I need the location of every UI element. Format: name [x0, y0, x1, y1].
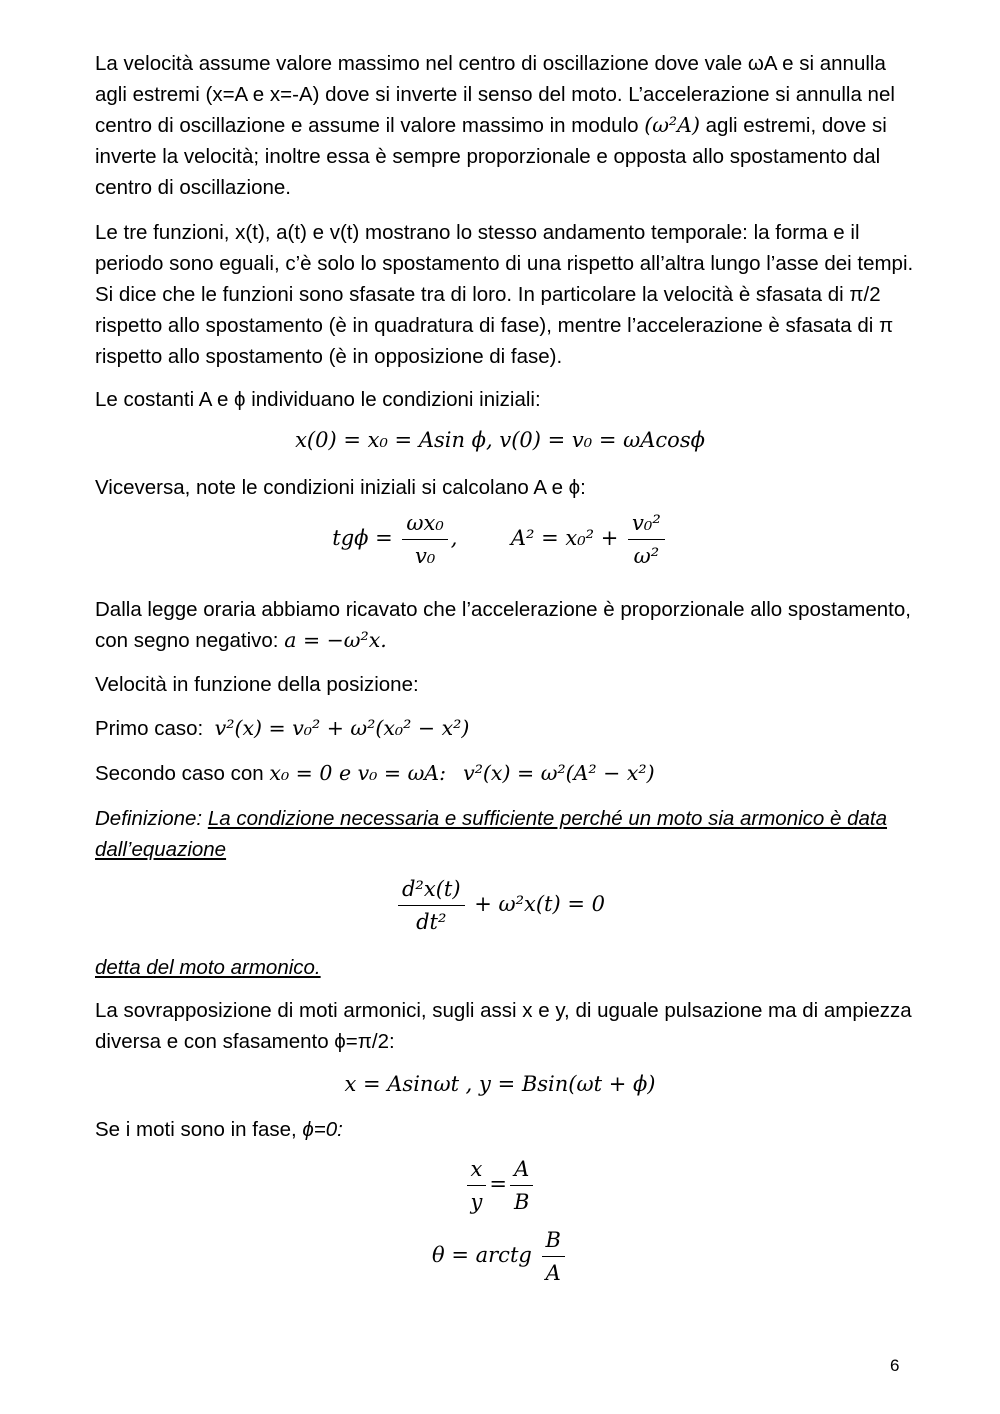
equation-lhs: tgϕ = [332, 526, 393, 550]
fraction-numerator: ωx₀ [402, 510, 447, 540]
paragraph-first-case [95, 713, 915, 744]
case-label: Primo caso: [95, 717, 204, 740]
paragraph-text: Se i moti sono in fase, [95, 1118, 297, 1141]
equation-rhs: + ω²x(t) = 0 [474, 892, 605, 916]
fraction [467, 1156, 487, 1215]
equation-initial-conditions: x(0) = x₀ = Asin ϕ, v(0) = v₀ = ωAcosϕ [295, 428, 705, 452]
definition-label: Definizione: [95, 807, 203, 830]
equation-angle [0, 1227, 1000, 1286]
paragraph-second-case [95, 758, 915, 789]
definition-text: La condizione necessaria e sufficiente perché un moto sia armonico è data dall’equazione [95, 807, 888, 861]
fraction [402, 510, 447, 569]
equals-sign: = [489, 1172, 508, 1196]
paragraph-velocity-acceleration [95, 48, 915, 203]
paragraph-text: Dalla legge oraria abbiamo ricavato che l’accelerazione è proporzionale allo spostamento, con segno negativo: [95, 598, 911, 652]
page-number: 6 [890, 1356, 900, 1375]
paragraph-text: La velocità assume valore massimo nel centro di oscillazione dove vale ωA e si annulla agli estremi (x=A e x=-A) dove si inverte il senso del moto. L’accelerazione si annulla nel centro di oscillazione e assume il valore massimo in modulo [95, 52, 895, 137]
equation-separator: , [450, 526, 458, 550]
fraction-denominator: B [514, 1190, 530, 1214]
fraction-numerator: A [510, 1156, 533, 1186]
paragraph-in-phase [95, 1114, 915, 1145]
equation-lhs: θ = arctg [432, 1243, 532, 1267]
fraction-numerator: d²x(t) [398, 876, 465, 906]
equation-ratio [0, 1156, 1000, 1215]
equation-rhs: A² = x₀² + [510, 526, 619, 550]
equation-phase-amplitude [0, 510, 1000, 569]
paragraph-constants: Le costanti A e ϕ individuano le condizioni iniziali: [95, 388, 541, 411]
inline-math: a = −ω²x. [284, 628, 387, 652]
fraction [628, 510, 665, 569]
inline-math: ϕ=0: [302, 1118, 343, 1141]
inline-math: (ω²A) [644, 113, 700, 137]
fraction-denominator: ω² [633, 544, 660, 568]
fraction-denominator: y [470, 1190, 483, 1214]
definition-text: detta del moto armonico. [95, 956, 321, 979]
paragraph-text: agli estremi, dove si inverte la velocità; inoltre essa è sempre proporzionale e opposta allo spostamento dal centro di oscillazione. [95, 114, 887, 199]
paragraph-velocity-position: Velocità in funzione della posizione: [95, 673, 419, 696]
paragraph-viceversa: Viceversa, note le condizioni iniziali si calcolano A e ϕ: [95, 476, 586, 499]
fraction [398, 876, 465, 935]
fraction-numerator: B [542, 1227, 565, 1257]
fraction-denominator: dt² [416, 910, 447, 934]
paragraph-definition-tail [95, 952, 915, 983]
fraction-denominator: A [545, 1261, 561, 1285]
inline-math: v²(x) = v₀² + ω²(x₀² − x²) [214, 716, 470, 740]
paragraph-superposition: La sovrapposizione di moti armonici, sugli assi x e y, di uguale pulsazione ma di ampiezza diversa e con sfasamento ϕ=π/2: [95, 999, 912, 1053]
fraction [510, 1156, 533, 1215]
paragraph-phase-shift: Le tre funzioni, x(t), a(t) e v(t) mostrano lo stesso andamento temporale: la forma e il periodo sono eguali, c’è solo lo spostamento di una rispetto all’altra lungo l’asse dei tempi. Si dice che le funzioni sono sfasate tra di loro. In particolare la velocità è sfasata di π/2 rispetto allo spostamento (è in quadratura di fase), mentre l’accelerazione è sfasata di π rispetto allo spostamento (è in opposizione di fase). [95, 221, 914, 368]
fraction [542, 1227, 565, 1286]
fraction-numerator: v₀² [628, 510, 665, 540]
case-label: Secondo caso con [95, 762, 264, 785]
fraction-denominator: v₀ [414, 544, 436, 568]
inline-math: v²(x) = ω²(A² − x²) [463, 761, 655, 785]
fraction-numerator: x [467, 1156, 487, 1186]
equation-superposition: x = Asinωt , y = Bsin(ωt + ϕ) [344, 1072, 656, 1096]
inline-math: x₀ = 0 e v₀ = ωA: [269, 761, 447, 785]
equation-harmonic-motion [0, 876, 1000, 935]
paragraph-definition [95, 803, 915, 865]
paragraph-law-of-motion [95, 594, 915, 656]
